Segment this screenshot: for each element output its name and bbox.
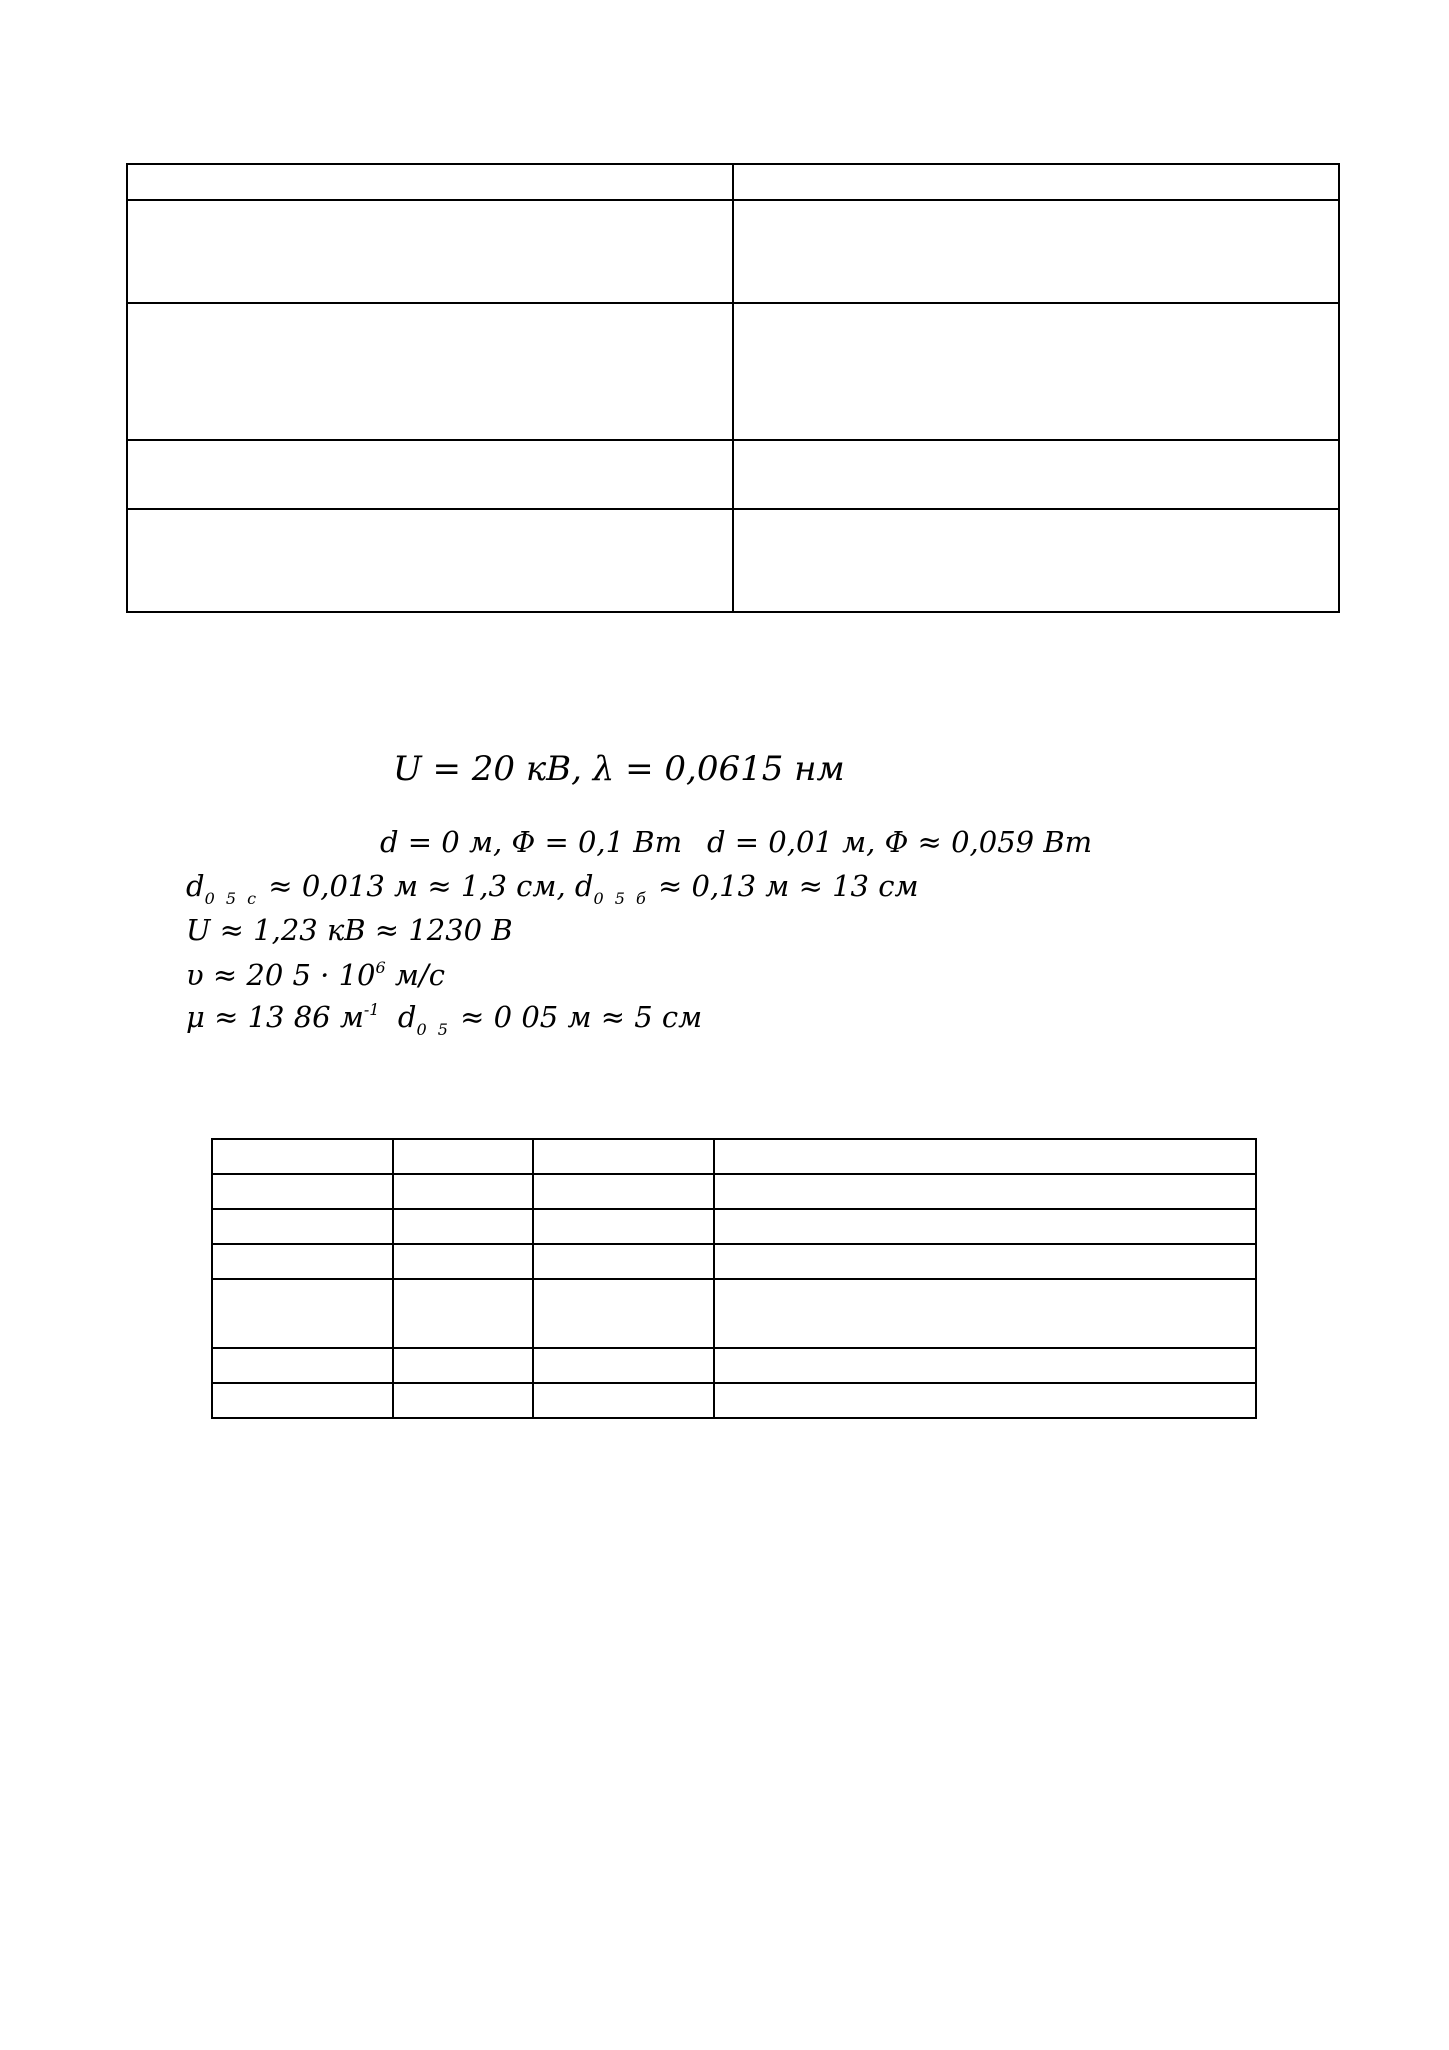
table-cell — [714, 1279, 1256, 1348]
superscript: 6 — [375, 958, 386, 977]
bottom-table — [211, 1138, 1257, 1419]
table-cell — [533, 1174, 714, 1209]
table-row — [212, 1209, 1256, 1244]
table-cell — [127, 200, 733, 303]
table-row — [212, 1383, 1256, 1418]
table-row — [212, 1348, 1256, 1383]
table-cell — [393, 1139, 533, 1174]
table-row — [127, 200, 1339, 303]
table-row — [127, 303, 1339, 440]
formula-voltage-wavelength: U = 20 кВ, λ = 0,0615 нм — [393, 749, 845, 789]
formula-text: υ ≈ 20 5 · 10 — [186, 958, 376, 992]
table-cell — [733, 440, 1339, 509]
table-cell — [212, 1139, 393, 1174]
table-cell — [714, 1348, 1256, 1383]
spacer — [379, 1000, 397, 1034]
table-cell — [393, 1279, 533, 1348]
table-cell — [212, 1209, 393, 1244]
table-row — [212, 1244, 1256, 1279]
unit-text: м/с — [385, 958, 445, 992]
table-cell — [733, 303, 1339, 440]
table-cell — [533, 1139, 714, 1174]
table-cell — [714, 1244, 1256, 1279]
formula-d001-flux: d = 0,01 м, Φ ≈ 0,059 Вт — [707, 825, 1093, 859]
table-row — [212, 1139, 1256, 1174]
formula-half-layer-thickness — [186, 869, 919, 908]
table-cell — [212, 1383, 393, 1418]
table-row — [127, 509, 1339, 612]
table-row — [212, 1174, 1256, 1209]
table-cell — [533, 1279, 714, 1348]
table-cell — [393, 1383, 533, 1418]
table-cell — [393, 1174, 533, 1209]
table-cell — [733, 200, 1339, 303]
superscript: -1 — [363, 1000, 380, 1019]
table-cell — [393, 1244, 533, 1279]
table-cell — [533, 1244, 714, 1279]
formula-velocity — [186, 960, 445, 990]
var-d: d — [397, 1000, 417, 1034]
table-row — [127, 440, 1339, 509]
table-cell — [533, 1383, 714, 1418]
formula-voltage-result: U ≈ 1,23 кВ ≈ 1230 В — [186, 913, 513, 947]
table-cell — [533, 1348, 714, 1383]
table-cell — [127, 440, 733, 509]
top-table — [126, 163, 1340, 613]
table-cell — [127, 164, 733, 200]
formula-text: ≈ 0,013 м ≈ 1,3 см, — [259, 869, 575, 903]
table-cell — [212, 1244, 393, 1279]
table-cell — [714, 1209, 1256, 1244]
table-cell — [393, 1209, 533, 1244]
table-cell — [733, 164, 1339, 200]
formula-text: ≈ 0,13 м ≈ 13 см — [648, 869, 919, 903]
formula-d0-flux: d = 0 м, Φ = 0,1 Вт — [380, 825, 683, 859]
table-cell — [212, 1174, 393, 1209]
formula-text: μ ≈ 13 86 м — [186, 1000, 364, 1034]
table-cell — [714, 1174, 1256, 1209]
table-cell — [127, 509, 733, 612]
table-cell — [212, 1279, 393, 1348]
table-cell — [393, 1348, 533, 1383]
subscript: 0 5 — [416, 1020, 451, 1039]
var-d: d — [574, 869, 594, 903]
table-cell — [533, 1209, 714, 1244]
formula-text: ≈ 0 05 м ≈ 5 см — [450, 1000, 703, 1034]
table-cell — [127, 303, 733, 440]
table-cell — [714, 1383, 1256, 1418]
var-d: d — [186, 869, 205, 903]
table-cell — [733, 509, 1339, 612]
table-cell — [714, 1139, 1256, 1174]
formula-attenuation — [186, 1002, 702, 1038]
subscript: 0 5 с — [204, 889, 260, 908]
table-cell — [212, 1348, 393, 1383]
table-row — [127, 164, 1339, 200]
subscript: 0 5 б — [593, 889, 649, 908]
table-row — [212, 1279, 1256, 1348]
